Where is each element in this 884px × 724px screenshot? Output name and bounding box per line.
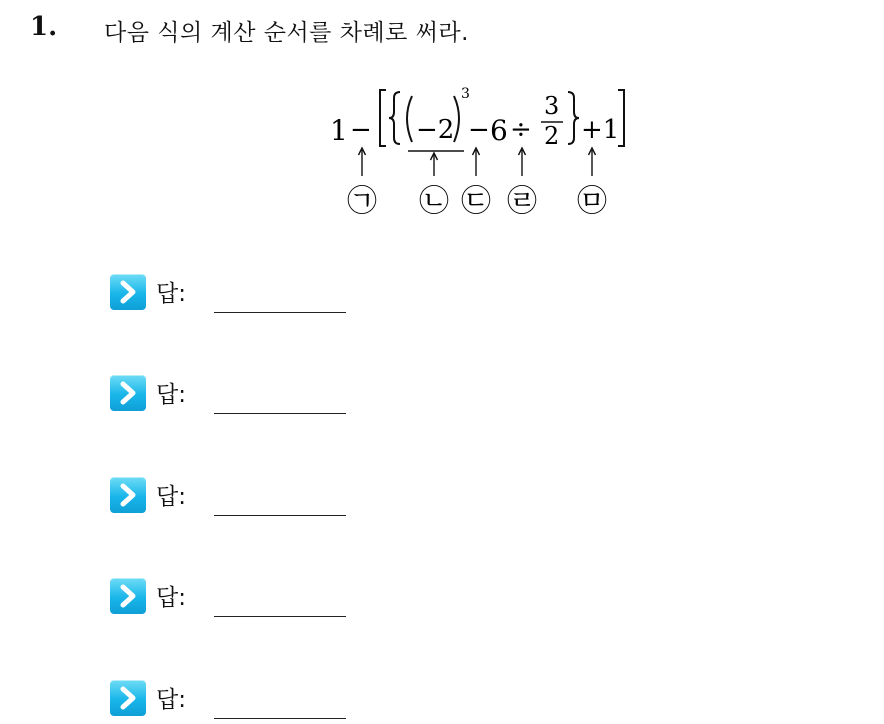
chevron-right-icon	[110, 274, 146, 310]
expr-exponent: 3	[461, 86, 470, 102]
expr-plus-one: +1	[581, 115, 620, 145]
answer-row	[110, 477, 410, 517]
answer-label: 답:	[156, 585, 186, 611]
expr-neg-two: −2	[416, 115, 455, 145]
chevron-right-icon	[110, 578, 146, 614]
answer-label: 답:	[156, 281, 186, 307]
expr-six: 6	[490, 114, 508, 147]
math-expression	[318, 80, 648, 220]
answer-label: 답:	[156, 382, 186, 408]
question-number: 1.	[30, 12, 58, 42]
answer-row	[110, 274, 410, 314]
curly-brace-right	[568, 92, 579, 144]
expr-frac-num: 3	[544, 92, 560, 120]
expr-one: 1	[330, 114, 348, 147]
answer-blank[interactable]	[214, 515, 346, 516]
expr-minus-2: −	[468, 115, 490, 145]
answer-blank[interactable]	[214, 413, 346, 414]
answer-blank[interactable]	[214, 718, 346, 719]
answer-blank[interactable]	[214, 616, 346, 617]
marker-3: ㉢	[461, 184, 491, 219]
curly-brace-left	[389, 92, 400, 144]
marker-2: ㉡	[419, 184, 449, 219]
expr-minus-1: −	[350, 115, 372, 145]
answer-row	[110, 375, 410, 415]
marker-1: ㉠	[347, 184, 377, 219]
chevron-right-icon	[110, 477, 146, 513]
expr-frac-den: 2	[544, 122, 560, 150]
marker-5: ㉤	[577, 184, 607, 219]
chevron-right-icon	[110, 680, 146, 716]
answer-blank[interactable]	[214, 312, 346, 313]
answer-label: 답:	[156, 687, 186, 713]
paren-right	[454, 96, 459, 142]
square-bracket-left	[380, 90, 386, 146]
question-text: 다음 식의 계산 순서를 차례로 써라.	[104, 20, 469, 46]
chevron-right-icon	[110, 375, 146, 411]
answer-label: 답:	[156, 484, 186, 510]
answer-row	[110, 578, 410, 618]
expr-divide: ÷	[510, 115, 532, 145]
paren-left	[407, 96, 412, 142]
marker-4: ㉣	[507, 184, 537, 219]
answer-row	[110, 680, 410, 720]
